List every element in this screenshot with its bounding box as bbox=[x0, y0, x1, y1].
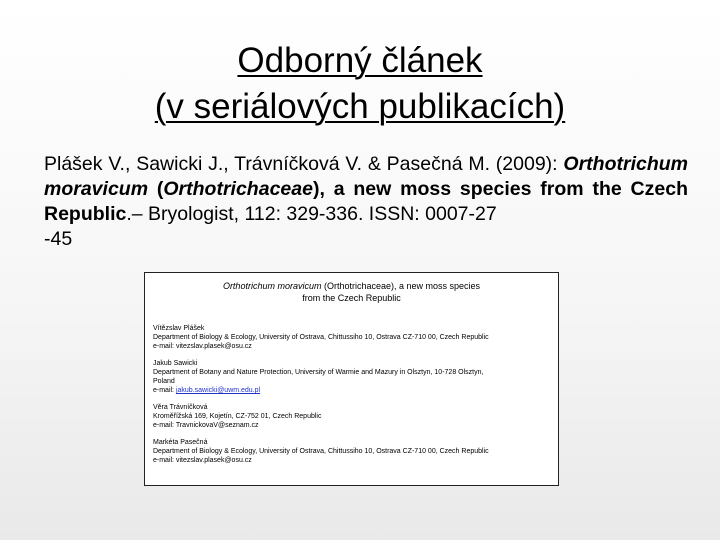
author-affiliation: Department of Biology & Ecology, University of Ostrava, Chittussiho 10, Ostrava CZ-710 00, Czech Republic bbox=[153, 334, 489, 341]
author-name: Markéta Pasečná bbox=[153, 439, 208, 446]
author-name: Jakub Sawicki bbox=[153, 360, 198, 367]
paper-title bbox=[153, 280, 550, 304]
slide-title-line1: Odborný článek bbox=[237, 41, 483, 80]
citation-paper-title: ), a new moss species from the Czech Republic bbox=[44, 178, 688, 225]
paper-excerpt-image bbox=[144, 272, 559, 486]
author-name: Věra Trávníčková bbox=[153, 404, 208, 411]
citation-authors: Plášek V., Sawicki J., Trávníčková V. & Pasečná M. (2009): bbox=[44, 153, 558, 175]
author-email-prefix: e-mail: bbox=[153, 457, 176, 464]
author-email-prefix: e-mail: bbox=[153, 387, 176, 394]
author-block bbox=[153, 438, 550, 465]
citation-open-paren: ( bbox=[148, 178, 164, 200]
author-email-link[interactable]: jakub.sawicki@uwm.edu.pl bbox=[175, 387, 261, 394]
slide-title bbox=[0, 38, 720, 130]
author-block bbox=[153, 324, 550, 351]
paper-title-rest: (Orthotrichaceae), a new moss species bbox=[321, 281, 481, 291]
author-address: Poland bbox=[153, 378, 175, 385]
slide-title-line2: (v seriálových publikacích) bbox=[154, 87, 566, 126]
author-name: Vítězslav Plášek bbox=[153, 325, 205, 332]
author-block bbox=[153, 403, 550, 430]
author-email-prefix: e-mail: bbox=[153, 343, 176, 350]
author-affiliation: Kroměřížská 169, Kojetín, CZ-752 01, Czech Republic bbox=[153, 413, 322, 420]
paper-title-line2: from the Czech Republic bbox=[302, 293, 401, 303]
author-email: vitezslav.plasek@osu.cz bbox=[175, 457, 252, 464]
author-affiliation: Department of Biology & Ecology, University of Ostrava, Chittussiho 10, Ostrava CZ-710 00, Czech Republic bbox=[153, 448, 489, 455]
author-block bbox=[153, 359, 550, 395]
author-email-prefix: e-mail: bbox=[153, 422, 176, 429]
citation-source-tail: -45 bbox=[44, 228, 73, 250]
citation-text bbox=[44, 152, 688, 252]
paper-title-species: Orthotrichum moravicum bbox=[222, 281, 322, 291]
author-email: TravnickovaV@seznam.cz bbox=[175, 422, 259, 429]
author-email: vitezslav.plasek@osu.cz bbox=[175, 343, 252, 350]
citation-species: Orthotrichum moravicum bbox=[44, 153, 689, 200]
citation-family: Orthotrichaceae bbox=[163, 178, 313, 200]
author-affiliation: Department of Botany and Nature Protection, University of Warmie and Mazury in Olsztyn, 10-728 Olsztyn, bbox=[153, 369, 484, 376]
citation-source: .– Bryologist, 112: 329-336. ISSN: 0007-27 bbox=[126, 203, 497, 225]
